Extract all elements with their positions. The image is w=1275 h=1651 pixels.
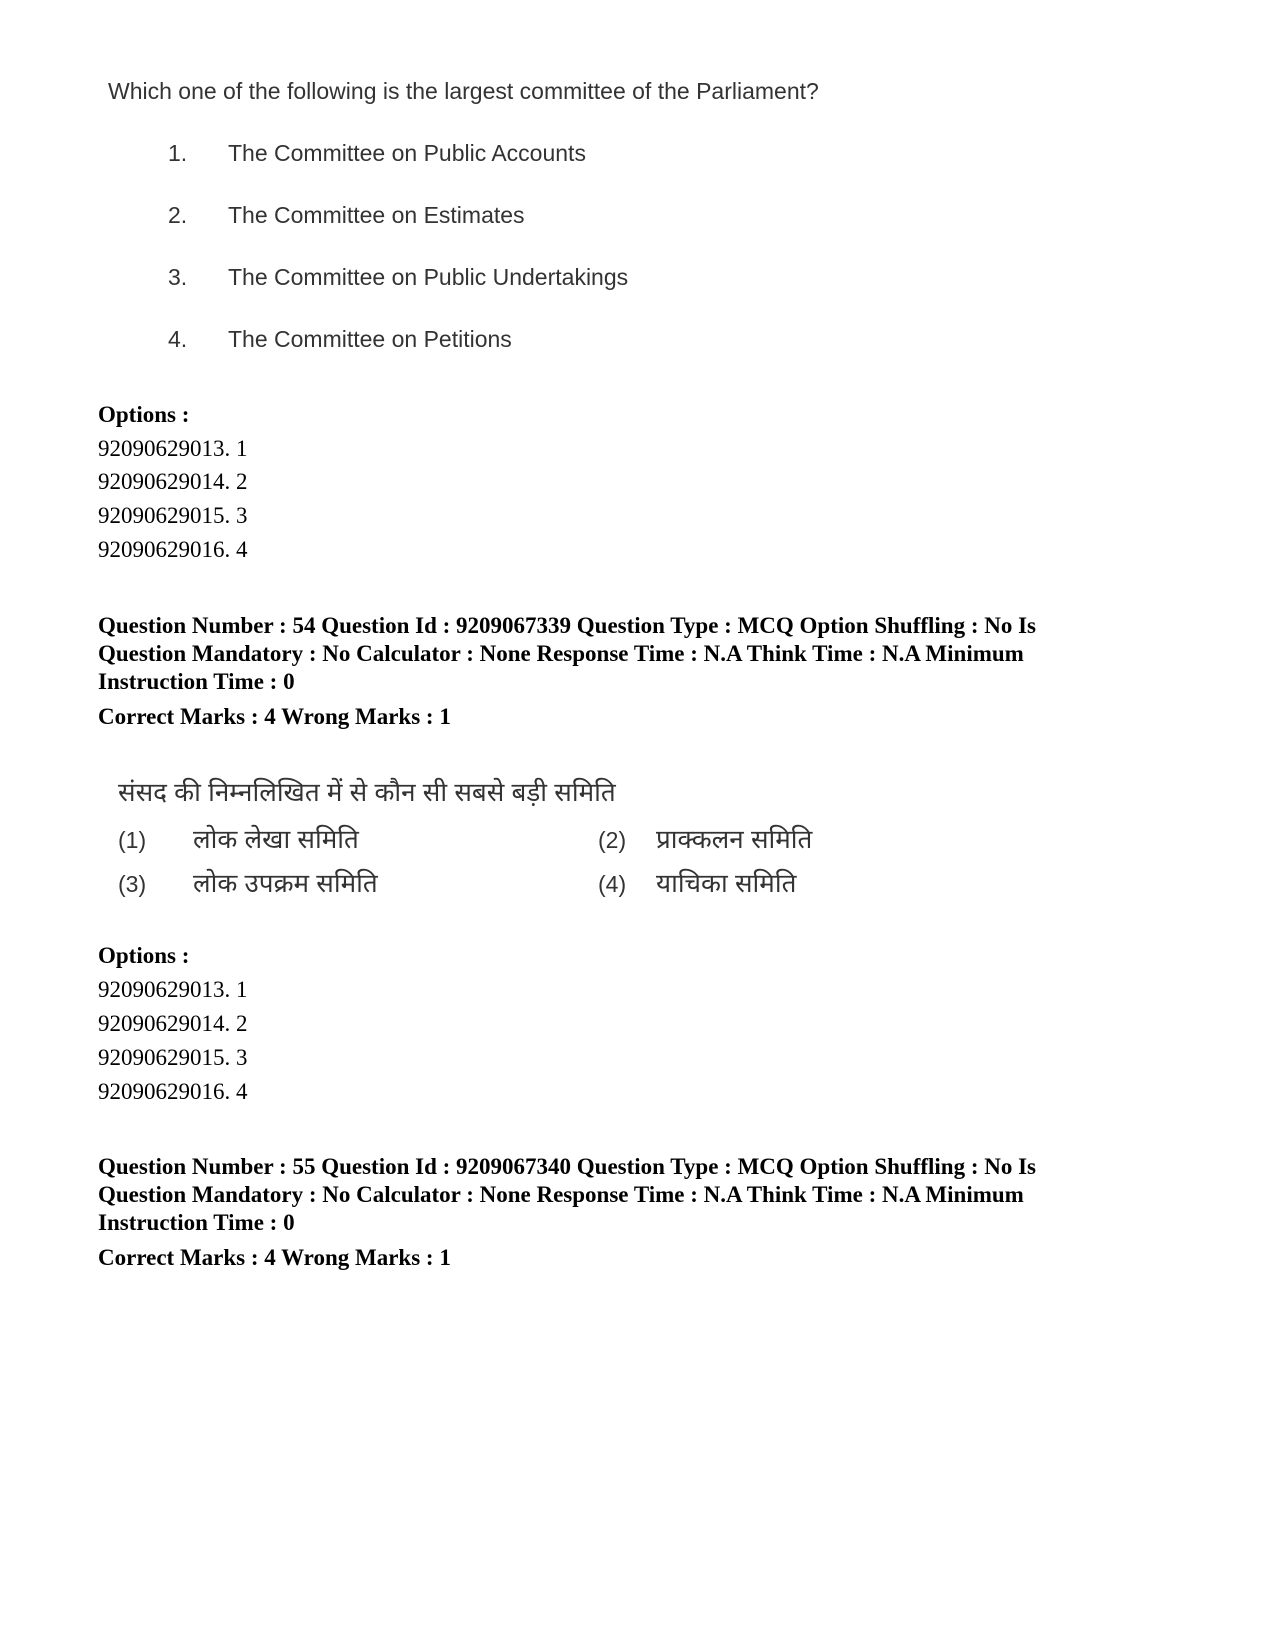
option-number: 2.: [168, 202, 188, 228]
option-text: The Committee on Public Undertakings: [228, 264, 629, 290]
option-id: 92090629014. 2: [98, 469, 248, 494]
option-number: (4): [598, 871, 627, 897]
option-text: लोक लेखा समिति: [193, 824, 359, 854]
option-number: 4.: [168, 326, 188, 352]
question-option: [168, 140, 586, 167]
option-text: The Committee on Public Accounts: [228, 140, 586, 166]
option-id: 92090629015. 3: [98, 503, 248, 528]
option-text: प्राक्कलन समिति: [656, 824, 813, 854]
question-option: [118, 820, 359, 856]
question-meta: Question Number : 54 Question Id : 9209067339 Question Type : MCQ Option Shuffling : No Is Question Mandatory : No Calculator : None Response Time : N.A Think Time : N.A Minimum Instruction Time : 0: [98, 613, 1037, 694]
option-id: 92090629014. 2: [98, 1011, 248, 1036]
question-marks: Correct Marks : 4 Wrong Marks : 1: [98, 704, 451, 729]
question-stem: संसद की निम्नलिखित में से कौन सी सबसे बड़ी समिति: [118, 777, 616, 807]
question-option: [598, 864, 796, 900]
option-id: 92090629013. 1: [98, 436, 248, 461]
question-marks: Correct Marks : 4 Wrong Marks : 1: [98, 1245, 451, 1270]
question-option: [598, 820, 812, 856]
option-text: लोक उपक्रम समिति: [193, 868, 378, 898]
option-number: (1): [118, 827, 147, 853]
option-id: 92090629016. 4: [98, 537, 248, 562]
option-text: The Committee on Estimates: [228, 202, 525, 228]
option-id: 92090629016. 4: [98, 1079, 248, 1104]
question-option: [168, 326, 512, 353]
question-option: [118, 864, 378, 900]
options-label: Options :: [98, 943, 190, 968]
question-meta: Question Number : 55 Question Id : 9209067340 Question Type : MCQ Option Shuffling : No Is Question Mandatory : No Calculator : None Response Time : N.A Think Time : N.A Minimum Instruction Time : 0: [98, 1154, 1037, 1235]
option-text: The Committee on Petitions: [228, 326, 512, 352]
option-number: 3.: [168, 264, 188, 290]
option-number: (3): [118, 871, 147, 897]
option-id: 92090629015. 3: [98, 1045, 248, 1070]
option-number: 1.: [168, 140, 188, 166]
option-number: (2): [598, 827, 627, 853]
question-stem: Which one of the following is the largest committee of the Parliament?: [108, 78, 819, 104]
option-id: 92090629013. 1: [98, 977, 248, 1002]
question-option: [168, 264, 628, 291]
option-text: याचिका समिति: [656, 868, 797, 898]
options-label: Options :: [98, 402, 190, 427]
question-option: [168, 202, 525, 229]
